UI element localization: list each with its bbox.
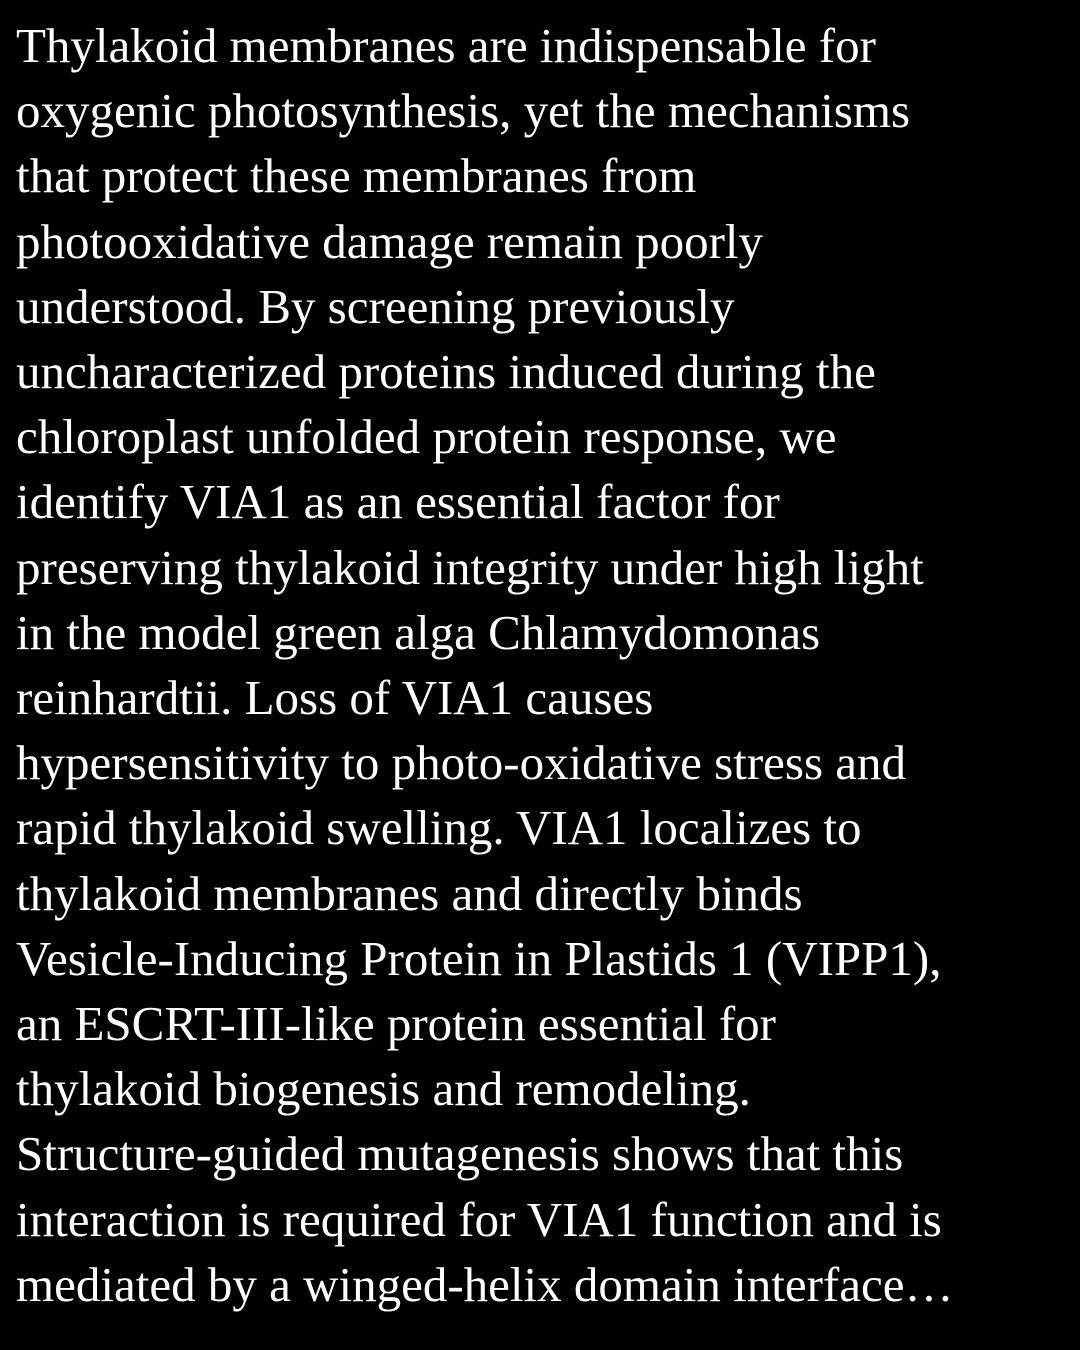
abstract-line: Structure-guided mutagenesis shows that this (16, 1126, 904, 1182)
abstract-line: chloroplast unfolded protein response, we (16, 409, 837, 465)
abstract-line: oxygenic photosynthesis, yet the mechanisms (16, 83, 911, 139)
abstract-line: identify VIA1 as an essential factor for (16, 474, 780, 530)
abstract-line: Vesicle-Inducing Protein in Plastids 1 (VIPP1), (16, 930, 942, 986)
abstract-line: rapid thylakoid swelling. VIA1 localizes to (16, 800, 862, 856)
abstract-line: that protect these membranes from (16, 148, 697, 204)
abstract-line: an ESCRT-III-like protein essential for (16, 996, 777, 1052)
abstract-line: hypersensitivity to photo-oxidative stress and (16, 735, 907, 791)
abstract-line: thylakoid membranes and directly binds (16, 865, 803, 921)
abstract-line: understood. By screening previously (16, 278, 735, 334)
abstract-line: thylakoid biogenesis and remodeling. (16, 1061, 751, 1117)
abstract-line: uncharacterized proteins induced during the (16, 344, 876, 400)
abstract-line: reinhardtii. Loss of VIA1 causes (16, 670, 654, 726)
abstract-line: Thylakoid membranes are indispensable for (16, 18, 876, 73)
abstract-line: in the model green alga Chlamydomonas (16, 604, 821, 660)
abstract-line: photooxidative damage remain poorly (16, 213, 764, 269)
abstract-line: interaction is required for VIA1 function and is (16, 1191, 942, 1247)
abstract-line: mediated by a winged-helix domain interface… (16, 1256, 954, 1312)
abstract-text (16, 13, 1080, 1317)
abstract-line: preserving thylakoid integrity under high light (16, 539, 924, 595)
